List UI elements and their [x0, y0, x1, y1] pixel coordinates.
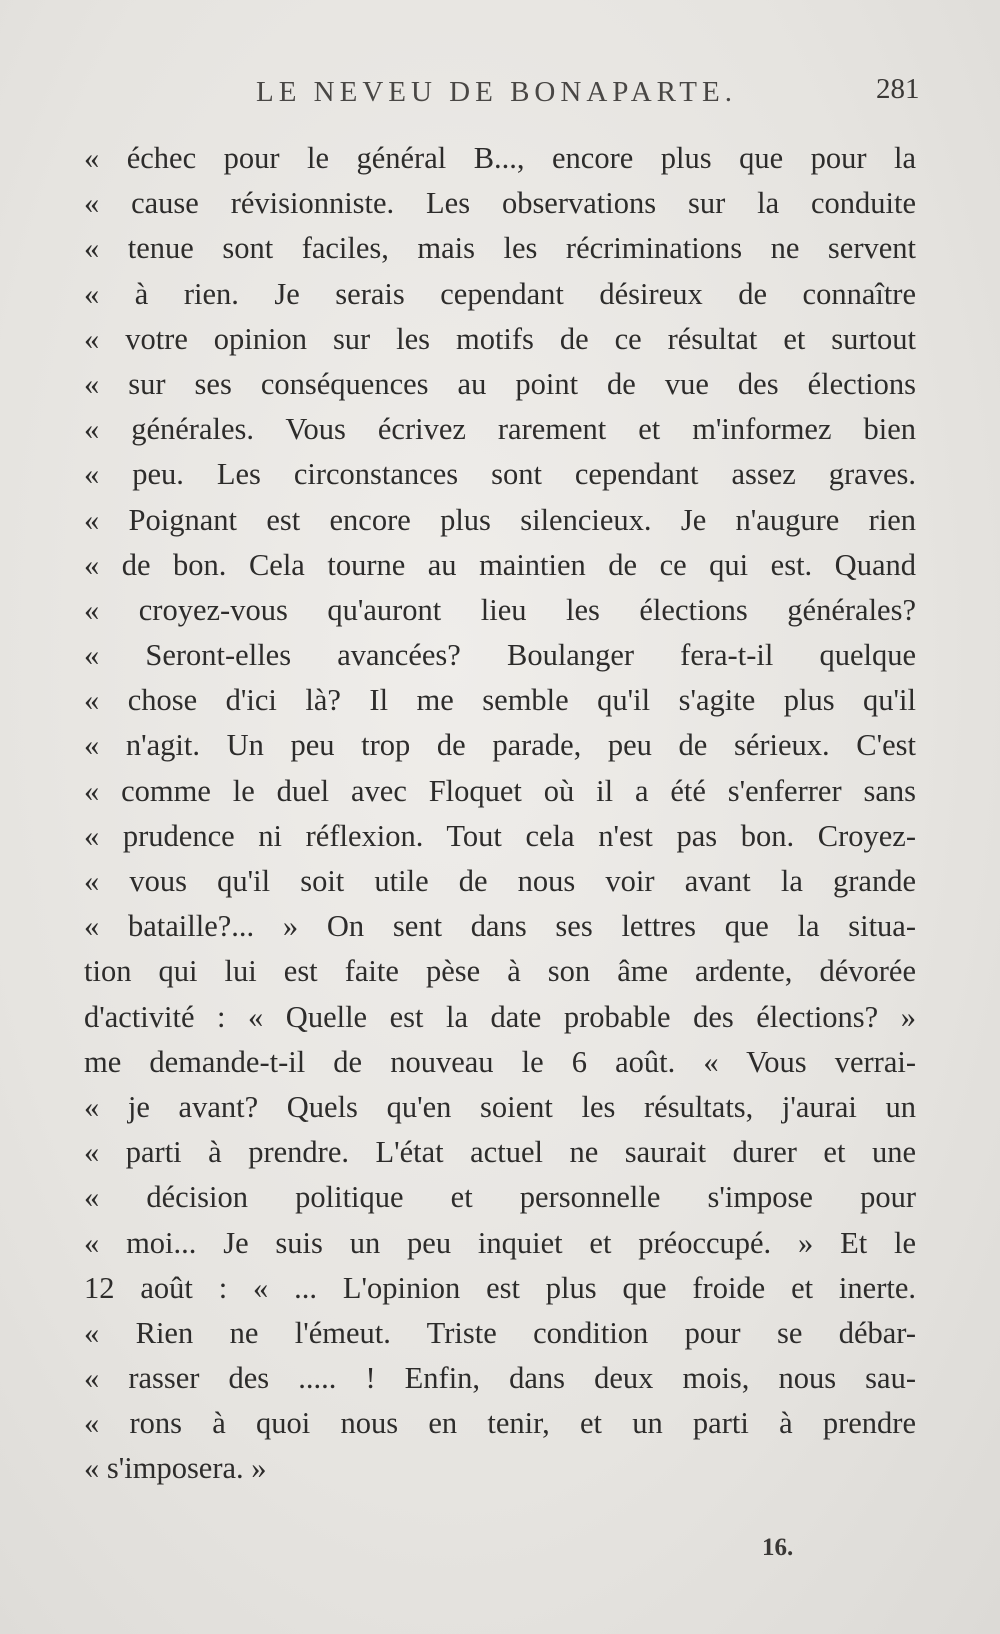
- text-line-6: « sur ses conséquences au point de vue des élections: [84, 366, 916, 401]
- text-line-4: « à rien. Je serais cependant désireux de connaître: [84, 276, 916, 311]
- text-line-22: « je avant? Quels qu'en soient les résultats, j'aurai un: [84, 1089, 916, 1124]
- text-line-9: « Poignant est encore plus silencieux. Je n'augure rien: [84, 502, 916, 537]
- running-title: LE NEVEU DE BONAPARTE.: [256, 76, 737, 108]
- text-line-5: « votre opinion sur les motifs de ce résultat et surtout: [84, 321, 916, 356]
- text-line-3: « tenue sont faciles, mais les récriminations ne servent: [84, 231, 916, 266]
- text-line-23: « parti à prendre. L'état actuel ne saurait durer et une: [84, 1135, 916, 1170]
- text-line-29: « rons à quoi nous en tenir, et un parti à prendre: [84, 1406, 916, 1441]
- text-line-30: « s'imposera. »: [84, 1451, 267, 1486]
- page-number: 281: [876, 73, 920, 105]
- text-line-21: me demande-t-il de nouveau le 6 août. « Vous verrai-: [84, 1044, 916, 1079]
- text-line-24: « décision politique et personnelle s'impose pour: [84, 1180, 916, 1215]
- text-line-14: « n'agit. Un peu trop de parade, peu de sérieux. C'est: [84, 728, 916, 763]
- text-line-28: « rasser des ..... ! Enfin, dans deux mois, nous sau-: [84, 1361, 916, 1396]
- text-line-25: « moi... Je suis un peu inquiet et préoccupé. » Et le: [84, 1225, 916, 1260]
- text-line-17: « vous qu'il soit utile de nous voir avant la grande: [84, 864, 916, 898]
- text-line-13: « chose d'ici là? Il me semble qu'il s'agite plus qu'il: [84, 683, 916, 718]
- text-line-8: « peu. Les circonstances sont cependant assez graves.: [84, 457, 916, 492]
- text-line-26: 12 août : « ... L'opinion est plus que froide et inerte.: [84, 1270, 916, 1305]
- text-line-27: « Rien ne l'émeut. Triste condition pour se débar-: [84, 1315, 916, 1350]
- text-line-1: « échec pour le général B..., encore plus que pour la: [84, 141, 916, 175]
- text-line-10: « de bon. Cela tourne au maintien de ce qui est. Quand: [84, 547, 916, 582]
- text-line-16: « prudence ni réflexion. Tout cela n'est pas bon. Croyez-: [84, 818, 916, 853]
- running-head: [0, 73, 1000, 116]
- text-line-7: « générales. Vous écrivez rarement et m'informez bien: [84, 412, 916, 447]
- text-line-2: « cause révisionniste. Les observations sur la conduite: [84, 186, 916, 221]
- text-line-11: « croyez-vous qu'auront lieu les élections générales?: [84, 592, 916, 627]
- text-line-18: « bataille?... » On sent dans ses lettres que la situa-: [84, 909, 916, 944]
- text-line-20: d'activité : « Quelle est la date probable des élections? »: [84, 999, 916, 1034]
- body-text: [84, 136, 916, 1492]
- text-line-15: « comme le duel avec Floquet où il a été s'enferrer sans: [84, 773, 916, 808]
- signature-mark: 16.: [762, 1534, 794, 1561]
- text-line-19: tion qui lui est faite pèse à son âme ardente, dévorée: [84, 954, 916, 989]
- text-line-12: « Seront-elles avancées? Boulanger fera-t-il quelque: [84, 638, 916, 673]
